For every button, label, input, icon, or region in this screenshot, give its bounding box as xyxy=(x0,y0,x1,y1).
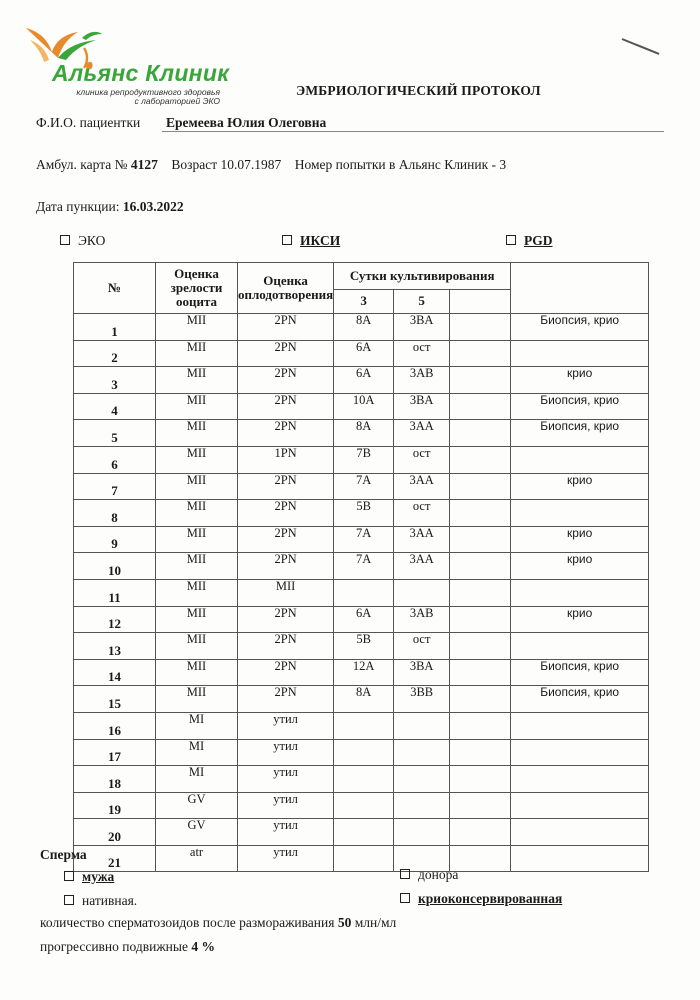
table-row xyxy=(74,659,649,686)
fertilization-cell: 2PN xyxy=(238,420,334,447)
extra-cell xyxy=(450,659,511,686)
attempt-text: Номер попытки в Альянс Клиник - 3 xyxy=(294,157,507,172)
table-row xyxy=(74,845,649,872)
day3-cell xyxy=(334,845,394,872)
day5-cell: 3AB xyxy=(394,606,450,633)
row-number: 19 xyxy=(74,792,156,819)
sperm-title: Сперма xyxy=(40,847,87,862)
maturity-cell: MII xyxy=(156,446,238,473)
maturity-cell: MII xyxy=(156,579,238,606)
fertilization-cell: 2PN xyxy=(238,686,334,713)
maturity-cell: MII xyxy=(156,500,238,527)
table-row xyxy=(74,686,649,713)
day3-cell: 8A xyxy=(334,686,394,713)
extra-cell xyxy=(450,553,511,580)
note-cell xyxy=(511,739,649,766)
motility-value: 4 % xyxy=(191,939,215,954)
day3-cell: 8A xyxy=(334,314,394,341)
note-cell: Биопсия, крио xyxy=(511,314,649,341)
day5-cell: ост xyxy=(394,446,450,473)
day5-cell: ост xyxy=(394,500,450,527)
note-cell: крио xyxy=(511,526,649,553)
extra-cell xyxy=(450,686,511,713)
note-cell xyxy=(511,579,649,606)
fertilization-cell: утил xyxy=(238,766,334,793)
row-number: 21 xyxy=(74,845,156,872)
eco-checkbox[interactable] xyxy=(60,235,70,245)
table-row xyxy=(74,340,649,367)
fertilization-cell: утил xyxy=(238,819,334,846)
card-row xyxy=(36,157,506,173)
date-of-birth: 10.07.1987 xyxy=(220,157,282,172)
row-number: 3 xyxy=(74,367,156,394)
table-row xyxy=(74,553,649,580)
extra-cell xyxy=(450,712,511,739)
table-row xyxy=(74,314,649,341)
header-day5: 5 xyxy=(394,289,450,313)
maturity-cell: MII xyxy=(156,659,238,686)
sperm-donor[interactable]: донора xyxy=(400,867,458,883)
day3-cell: 6A xyxy=(334,340,394,367)
note-cell xyxy=(511,500,649,527)
table-row xyxy=(74,739,649,766)
row-number: 12 xyxy=(74,606,156,633)
puncture-date: 16.03.2022 xyxy=(122,199,184,214)
row-number: 20 xyxy=(74,819,156,846)
extra-cell xyxy=(450,446,511,473)
note-cell: Биопсия, крио xyxy=(511,686,649,713)
maturity-cell: MII xyxy=(156,420,238,447)
table-row xyxy=(74,712,649,739)
extra-cell xyxy=(450,579,511,606)
extra-cell xyxy=(450,314,511,341)
maturity-cell: MII xyxy=(156,367,238,394)
row-number: 5 xyxy=(74,420,156,447)
fertilization-cell: 2PN xyxy=(238,500,334,527)
cryo-checkbox[interactable] xyxy=(400,893,410,903)
maturity-cell: MII xyxy=(156,686,238,713)
day5-cell xyxy=(394,792,450,819)
puncture-label: Дата пункции: xyxy=(36,199,120,214)
row-number: 15 xyxy=(74,686,156,713)
clinic-logo xyxy=(22,18,230,106)
row-number: 6 xyxy=(74,446,156,473)
maturity-cell: MII xyxy=(156,340,238,367)
husband-checkbox[interactable] xyxy=(64,871,74,881)
fertilization-cell: 2PN xyxy=(238,606,334,633)
extra-cell xyxy=(450,819,511,846)
day3-cell xyxy=(334,712,394,739)
day3-cell: 6A xyxy=(334,367,394,394)
clinic-name: Альянс Клиник xyxy=(52,60,230,86)
note-cell xyxy=(511,712,649,739)
day5-cell: 3AA xyxy=(394,420,450,447)
sperm-count-label: количество сперматозоидов после размораживания xyxy=(40,915,335,930)
maturity-cell: MII xyxy=(156,314,238,341)
method-pgd[interactable]: PGD xyxy=(506,233,553,249)
puncture-row xyxy=(36,199,184,215)
day3-cell: 7A xyxy=(334,553,394,580)
header-day3: 3 xyxy=(334,289,394,313)
fertilization-cell: утил xyxy=(238,845,334,872)
day5-cell: ост xyxy=(394,340,450,367)
day3-cell: 5B xyxy=(334,500,394,527)
extra-cell xyxy=(450,367,511,394)
note-cell: крио xyxy=(511,553,649,580)
table-header-row xyxy=(74,263,649,290)
fertilization-cell: 1PN xyxy=(238,446,334,473)
sperm-count-unit: млн/мл xyxy=(354,915,397,930)
row-number: 7 xyxy=(74,473,156,500)
fertilization-cell: 2PN xyxy=(238,526,334,553)
fertilization-cell: 2PN xyxy=(238,314,334,341)
maturity-cell: GV xyxy=(156,819,238,846)
method-icsi[interactable]: ИКСИ xyxy=(282,233,340,249)
table-row xyxy=(74,819,649,846)
day5-cell: 3BA xyxy=(394,314,450,341)
note-cell xyxy=(511,792,649,819)
table-row xyxy=(74,766,649,793)
row-number: 4 xyxy=(74,393,156,420)
maturity-cell: MII xyxy=(156,633,238,660)
maturity-cell: MII xyxy=(156,553,238,580)
note-cell xyxy=(511,845,649,872)
patient-label: Ф.И.О. пациентки xyxy=(36,115,141,130)
row-number: 16 xyxy=(74,712,156,739)
day5-cell: ост xyxy=(394,633,450,660)
scan-mark xyxy=(622,38,660,55)
note-cell xyxy=(511,766,649,793)
maturity-cell: MI xyxy=(156,712,238,739)
table-row xyxy=(74,579,649,606)
day3-cell: 7A xyxy=(334,473,394,500)
motility-row xyxy=(40,939,215,955)
header-maturity: Оценка зрелости ооцита xyxy=(156,263,238,314)
maturity-cell: MII xyxy=(156,393,238,420)
note-cell: крио xyxy=(511,473,649,500)
row-number: 14 xyxy=(74,659,156,686)
day5-cell xyxy=(394,819,450,846)
table-row xyxy=(74,633,649,660)
extra-cell xyxy=(450,606,511,633)
card-label: Амбул. карта № xyxy=(36,157,128,172)
note-cell xyxy=(511,819,649,846)
clinic-subtitle: клиника репродуктивного здоровья с лабораторией ЭКО xyxy=(76,87,220,106)
day3-cell: 7B xyxy=(334,446,394,473)
maturity-cell: MII xyxy=(156,606,238,633)
day5-cell: 3BA xyxy=(394,659,450,686)
maturity-cell: MI xyxy=(156,766,238,793)
day3-cell xyxy=(334,819,394,846)
fertilization-cell: утил xyxy=(238,739,334,766)
row-number: 13 xyxy=(74,633,156,660)
table-row xyxy=(74,606,649,633)
day5-cell: 3BB xyxy=(394,686,450,713)
maturity-cell: GV xyxy=(156,792,238,819)
document-title: ЭМБРИОЛОГИЧЕСКИЙ ПРОТОКОЛ xyxy=(296,83,541,98)
extra-cell xyxy=(450,420,511,447)
note-cell: Биопсия, крио xyxy=(511,393,649,420)
day3-cell xyxy=(334,739,394,766)
extra-cell xyxy=(450,393,511,420)
header-culture: Сутки культивирования xyxy=(334,263,511,290)
fertilization-cell: 2PN xyxy=(238,367,334,394)
table-row xyxy=(74,473,649,500)
extra-cell xyxy=(450,845,511,872)
embryo-table xyxy=(73,262,649,872)
fertilization-cell: MII xyxy=(238,579,334,606)
note-cell xyxy=(511,340,649,367)
note-cell xyxy=(511,446,649,473)
native-checkbox[interactable] xyxy=(64,895,74,905)
sperm-count-row xyxy=(40,915,396,931)
table-row xyxy=(74,393,649,420)
row-number: 17 xyxy=(74,739,156,766)
extra-cell xyxy=(450,500,511,527)
patient-row xyxy=(36,115,140,131)
age-label: Возраст xyxy=(171,157,218,172)
fertilization-cell: 2PN xyxy=(238,659,334,686)
sperm-cryo[interactable]: криоконсервированная xyxy=(400,891,562,907)
day3-cell: 10A xyxy=(334,393,394,420)
donor-checkbox[interactable] xyxy=(400,869,410,879)
day3-cell xyxy=(334,579,394,606)
maturity-cell: atr xyxy=(156,845,238,872)
day5-cell xyxy=(394,712,450,739)
pgd-checkbox[interactable] xyxy=(506,235,516,245)
day5-cell: 3AA xyxy=(394,473,450,500)
sperm-native[interactable]: нативная. xyxy=(64,893,137,909)
day5-cell xyxy=(394,739,450,766)
day3-cell: 8A xyxy=(334,420,394,447)
day3-cell xyxy=(334,792,394,819)
fertilization-cell: утил xyxy=(238,792,334,819)
note-cell: крио xyxy=(511,367,649,394)
sperm-husband[interactable]: мужа xyxy=(64,869,114,885)
extra-cell xyxy=(450,766,511,793)
day3-cell: 7A xyxy=(334,526,394,553)
method-eco[interactable]: ЭКО xyxy=(60,233,105,249)
header-notes xyxy=(511,263,649,314)
extra-cell xyxy=(450,633,511,660)
header-fertilization: Оценка оплодотворения xyxy=(238,263,334,314)
day5-cell xyxy=(394,579,450,606)
table-row xyxy=(74,446,649,473)
fertilization-cell: 2PN xyxy=(238,393,334,420)
icsi-checkbox[interactable] xyxy=(282,235,292,245)
fertilization-cell: 2PN xyxy=(238,633,334,660)
table-row xyxy=(74,792,649,819)
fertilization-cell: 2PN xyxy=(238,553,334,580)
day3-cell: 6A xyxy=(334,606,394,633)
maturity-cell: MII xyxy=(156,473,238,500)
row-number: 9 xyxy=(74,526,156,553)
day3-cell: 5B xyxy=(334,633,394,660)
extra-cell xyxy=(450,739,511,766)
note-cell: крио xyxy=(511,606,649,633)
fertilization-cell: 2PN xyxy=(238,473,334,500)
day5-cell: 3AA xyxy=(394,553,450,580)
table-row xyxy=(74,500,649,527)
card-number: 4127 xyxy=(130,157,158,172)
day5-cell: 3AB xyxy=(394,367,450,394)
extra-cell xyxy=(450,340,511,367)
day5-cell: 3BA xyxy=(394,393,450,420)
fertilization-cell: 2PN xyxy=(238,340,334,367)
sperm-count-value: 50 xyxy=(337,915,352,930)
note-cell: Биопсия, крио xyxy=(511,659,649,686)
table-row xyxy=(74,420,649,447)
header-num: № xyxy=(74,263,156,314)
row-number: 18 xyxy=(74,766,156,793)
fertilization-cell: утил xyxy=(238,712,334,739)
row-number: 8 xyxy=(74,500,156,527)
motility-label: прогрессивно подвижные xyxy=(40,939,188,954)
maturity-cell: MI xyxy=(156,739,238,766)
row-number: 10 xyxy=(74,553,156,580)
extra-cell xyxy=(450,792,511,819)
row-number: 11 xyxy=(74,579,156,606)
day5-cell: 3AA xyxy=(394,526,450,553)
row-number: 1 xyxy=(74,314,156,341)
header-extra xyxy=(450,289,511,313)
day3-cell: 12A xyxy=(334,659,394,686)
note-cell: Биопсия, крио xyxy=(511,420,649,447)
row-number: 2 xyxy=(74,340,156,367)
table-row xyxy=(74,526,649,553)
note-cell xyxy=(511,633,649,660)
table-row xyxy=(74,367,649,394)
day3-cell xyxy=(334,766,394,793)
patient-underline xyxy=(162,131,664,132)
patient-name: Еремеева Юлия Олеговна xyxy=(166,115,327,130)
extra-cell xyxy=(450,473,511,500)
day5-cell xyxy=(394,766,450,793)
extra-cell xyxy=(450,526,511,553)
maturity-cell: MII xyxy=(156,526,238,553)
